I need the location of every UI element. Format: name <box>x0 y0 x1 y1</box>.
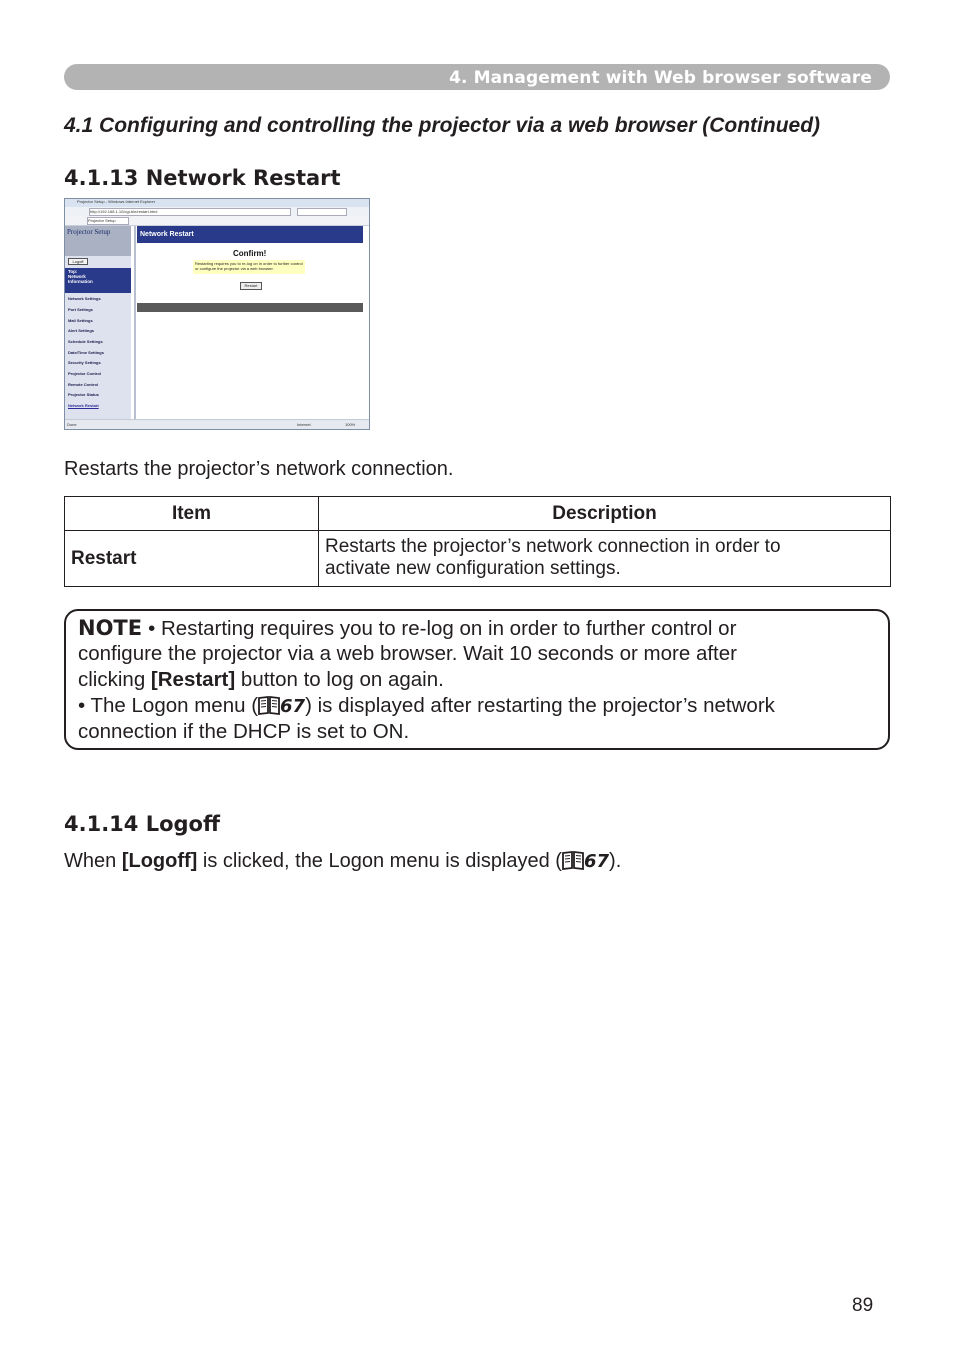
screenshot-menu-item: Security Settings <box>68 360 101 365</box>
screenshot-search-box <box>297 208 347 216</box>
note-text: • Restarting requires you to re-log on in order to further control or <box>148 617 737 640</box>
screenshot-title-bar <box>65 199 369 207</box>
page-number: 89 <box>852 1295 874 1316</box>
description-line: Restarts the projector’s network connection in order to <box>325 536 781 557</box>
book-icon <box>258 695 280 721</box>
screenshot-menu-item: Alert Settings <box>68 328 95 333</box>
logoff-text-part: ). <box>609 850 622 872</box>
logoff-text <box>64 850 621 876</box>
chapter-header-bar <box>64 64 890 90</box>
network-restart-heading: 4.1.13 Network Restart <box>64 166 341 190</box>
table-header-row <box>65 497 891 531</box>
screenshot-menu-item: Projector Control <box>68 371 101 376</box>
screenshot-logo <box>65 226 131 256</box>
screenshot-main <box>137 226 363 416</box>
screenshot-address-bar <box>65 207 369 216</box>
note-line-1 <box>78 616 736 641</box>
note-line-5: connection if the DHCP is set to ON. <box>78 720 410 743</box>
note-box <box>64 609 890 750</box>
screenshot-menu-item: Schedule Settings <box>68 339 103 344</box>
screenshot-window-title: Projector Setup - Windows Internet Explorer <box>77 199 156 204</box>
note-label: NOTE <box>78 616 143 640</box>
table-cell-description <box>319 531 891 587</box>
screenshot-tab-bar <box>65 216 369 226</box>
screenshot-sidebar <box>65 226 131 419</box>
screenshot-restart-button: Restart <box>240 282 262 290</box>
screenshot-status-zoom: 100% <box>345 422 356 427</box>
note-text: clicking <box>78 668 151 691</box>
screenshot-menu-item: Remote Control <box>68 382 98 387</box>
screenshot-confirm-message: Restarting requires you to re-log on in order to further control or configure the projector via a web browser. <box>193 260 305 274</box>
note-text: • The Logon menu ( <box>78 694 259 717</box>
screenshot-menu-item-active: Network Restart <box>68 403 99 408</box>
screenshot-page-header: Network Restart <box>137 226 363 243</box>
screenshot-divider <box>134 226 136 419</box>
logoff-text-part: is clicked, the Logon menu is displayed ( <box>197 850 562 872</box>
note-text: ) is displayed after restarting the projector’s network <box>305 694 775 717</box>
note-line-2: configure the projector via a web browser. Wait 10 seconds or more after <box>78 642 737 665</box>
screenshot-menu-item: Date/Time Settings <box>68 350 104 355</box>
screenshot-logoff-button: Logoff <box>68 258 88 265</box>
screenshot-menu-item: Network Settings <box>68 296 101 301</box>
network-restart-intro: Restarts the projector’s network connection. <box>64 458 454 480</box>
screenshot-top-menu-line: Top: <box>68 269 78 274</box>
screenshot-tab: Projector Setup <box>87 217 129 225</box>
table-header-description: Description <box>319 497 891 531</box>
screenshot-address: http://192.168.1.10/cgi-bin/restart.html <box>89 208 291 216</box>
page-ref: 67 <box>583 851 610 872</box>
screenshot-menu-item: Projector Status <box>68 392 99 397</box>
table-header-item: Item <box>65 497 319 531</box>
screenshot-top-menu <box>65 268 131 293</box>
screenshot-status-zone: Internet <box>297 422 311 427</box>
section-title: 4.1 Configuring and controlling the projector via a web browser (Continued) <box>64 114 821 137</box>
page-ref: 67 <box>280 696 306 717</box>
book-icon <box>562 850 584 876</box>
chapter-title: 4. Management with Web browser software <box>449 68 872 88</box>
screenshot-status-bar <box>65 419 369 430</box>
logoff-text-part: When <box>64 850 122 872</box>
screenshot-menu-item: Mail Settings <box>68 318 93 323</box>
screenshot-top-menu-line: Network <box>68 274 86 279</box>
logoff-button-ref: [Logoff] <box>121 850 198 872</box>
restart-button-ref: [Restart] <box>150 668 236 691</box>
browser-screenshot <box>64 198 370 430</box>
screenshot-top-menu-line: Information <box>68 279 93 284</box>
description-line: activate new configuration settings. <box>325 558 621 579</box>
note-line-4 <box>78 694 775 721</box>
item-table <box>64 496 891 587</box>
table-row <box>65 531 891 587</box>
note-text: button to log on again. <box>235 668 444 691</box>
screenshot-confirm-title: Confirm! <box>233 249 267 258</box>
screenshot-gray-bar <box>137 303 363 312</box>
screenshot-logo-text: Projector Setup <box>67 228 111 236</box>
screenshot-menu-item: Port Settings <box>68 307 93 312</box>
table-cell-item: Restart <box>65 531 319 587</box>
note-line-3 <box>78 668 444 692</box>
logoff-heading: 4.1.14 Logoff <box>64 812 220 836</box>
screenshot-status-text: Done <box>67 422 77 427</box>
